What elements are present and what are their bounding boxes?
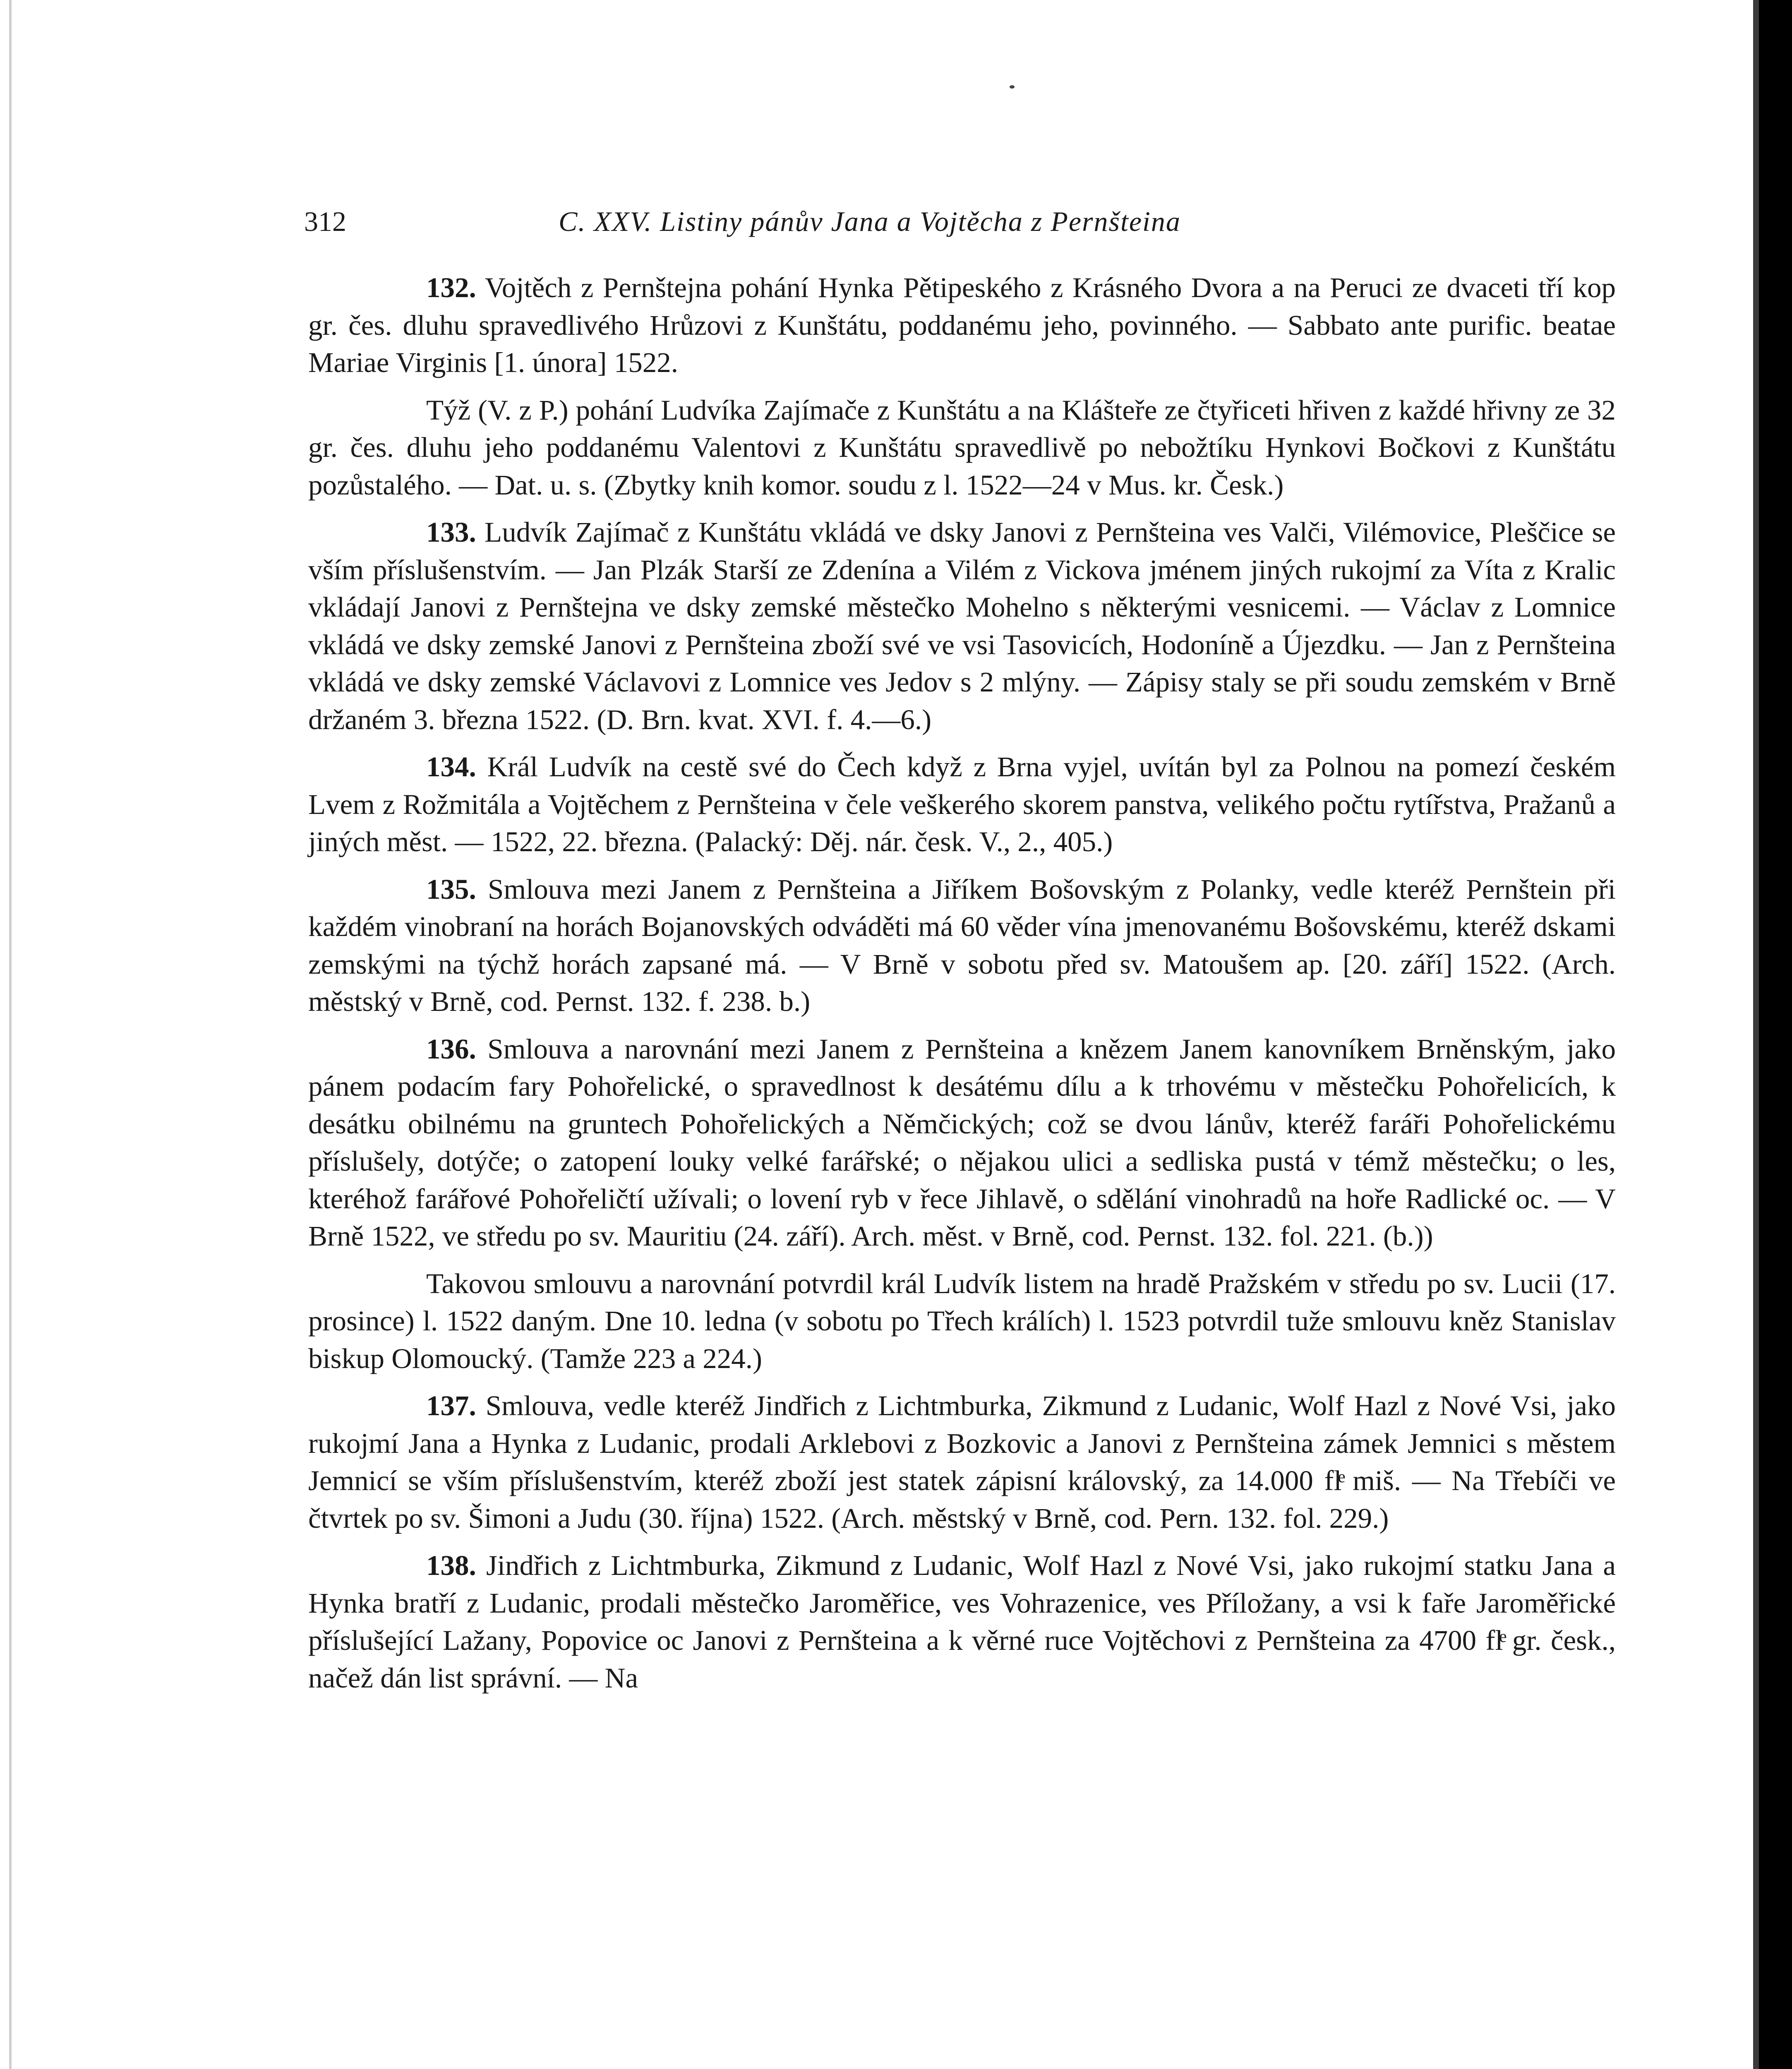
entry-number: 134. bbox=[426, 751, 476, 782]
page-body bbox=[308, 269, 1616, 1707]
entry-text: Ludvík Zajímač z Kunštátu vkládá ve dsky Janovi z Pernšteina ves Valči, Vilémovice, Pleščice se vším příslušenstvím. — Jan Plzák Starší ze Zdenína a Vilém z Vickova jménem jiných rukojmí za Víta z Kralic vkládají Janovi z Pernštejna ve dsky zemské městečko Mohelno s některými vesnicemi. — Václav z Lomnice vkládá ve dsky zemské Janovi z Pernšteina zboží své ve vsi Tasovicích, Hodoníně a Újezdku. — Jan z Pernšteina vkládá ve dsky zemské Václavovi z Lomnice ves Jedov s 2 mlýny. — Zápisy staly se při soudu zemském v Brně držaném 3. března 1522. (D. Brn. kvat. XVI. f. 4.—6.) bbox=[308, 516, 1616, 735]
entry-number: 133. bbox=[426, 516, 476, 548]
entry-text: Smlouva a narovnání mezi Janem z Pernšteina a knězem Janem kanovníkem Brněnským, jako pánem podacím fary Pohořelické, o spravedlnost k desátému dílu a k trhovému v městečku Pohořelicích, k desátku obilnému na gruntech Pohořelických a Němčických; což se dvou lánův, kteréž faráři Pohořelickému příslušely, dotýče; o zatopení louky velké farářské; o nějakou ulici a sedliska pustá v témž městečku; o les, kteréhož farářové Pohořeličtí užívali; o lovení ryb v řece Jihlavě, o sdělání vinohradů na hoře Radlické oc. — V Brně 1522, ve středu po sv. Mauritiu (24. září). Arch. měst. v Brně, cod. Pernst. 132. fol. 221. (b.)) bbox=[308, 1033, 1616, 1252]
scan-left-edge bbox=[9, 0, 12, 2069]
entry-132-continuation bbox=[308, 391, 1616, 504]
entry-136-continuation bbox=[308, 1265, 1616, 1378]
entry-text: Takovou smlouvu a narovnání potvrdil král Ludvík listem na hradě Pražském v středu po sv. Lucii (17. prosince) l. 1522 daným. Dne 10. ledna (v sobotu po Třech králích) l. 1523 potvrdil tuže smlouvu kněz Stanislav biskup Olomoucký. (Tamže 223 a 224.) bbox=[308, 1267, 1616, 1374]
entry-text: Jindřich z Lichtmburka, Zikmund z Ludanic, Wolf Hazl z Nové Vsi, jako rukojmí statku Jana a Hynka bratří z Ludanic, prodali městečko Jaroměřice, ves Vohrazenice, ves Příložany, a vsi k faře Jaroměřické příslušející Lažany, Popovice oc Janovi z Pernšteina a k věrné ruce Vojtěchovi z Pernšteina za 4700 flͤ gr. česk., načež dán list správní. — Na bbox=[308, 1550, 1616, 1694]
entry-number: 132. bbox=[426, 272, 476, 303]
entry-number: 138. bbox=[426, 1550, 476, 1581]
scan-right-shadow bbox=[1753, 0, 1759, 2069]
scan-speck bbox=[1010, 85, 1015, 89]
entry-number: 135. bbox=[426, 873, 476, 905]
entry-135 bbox=[308, 871, 1616, 1020]
entry-number: 136. bbox=[426, 1033, 476, 1065]
entry-text: Týž (V. z P.) pohání Ludvíka Zajímače z Kunštátu a na Klášteře ze čtyřiceti hřiven z každé hřivny ze 32 gr. čes. dluhu jeho poddanému Valentovi z Kunštátu spravedlivě po nebožtíku Hynkovi Bočkovi z Kunštátu pozůstalého. — Dat. u. s. (Zbytky knih komor. soudu z l. 1522—24 v Mus. kr. Česk.) bbox=[308, 394, 1616, 501]
entry-133 bbox=[308, 514, 1616, 738]
entry-136 bbox=[308, 1030, 1616, 1255]
page-header bbox=[304, 199, 1616, 244]
entry-134 bbox=[308, 748, 1616, 861]
scan-right-border bbox=[1759, 0, 1792, 2069]
entry-number: 137. bbox=[426, 1390, 476, 1421]
entry-132 bbox=[308, 269, 1616, 382]
entry-138 bbox=[308, 1547, 1616, 1697]
entry-137 bbox=[308, 1387, 1616, 1537]
entry-text: Král Ludvík na cestě své do Čech když z Brna vyjel, uvítán byl za Polnou na pomezí českém Lvem z Rožmitála a Vojtěchem z Pernšteina v čele veškerého skorem panstva, velikého počtu rytířstva, Pražanů a jiných měst. — 1522, 22. března. (Palacký: Děj. nár. česk. V., 2., 405.) bbox=[308, 751, 1616, 857]
running-title: C. XXV. Listiny pánův Jana a Vojtěcha z Pernšteina bbox=[559, 206, 1181, 237]
page-number: 312 bbox=[304, 206, 346, 237]
entry-text: Smlouva, vedle kteréž Jindřich z Lichtmburka, Zikmund z Ludanic, Wolf Hazl z Nové Vsi, jako rukojmí Jana a Hynka z Ludanic, prodali Arklebovi z Bozkovic a Janovi z Pernšteina zámek Jemnici s městem Jemnicí se vším příslušenstvím, kteréž zboží jest statek zápisní královský, za 14.000 flͤ miš. — Na Třebíči ve čtvrtek po sv. Šimoni a Judu (30. října) 1522. (Arch. městský v Brně, cod. Pern. 132. fol. 229.) bbox=[308, 1390, 1616, 1534]
entry-text: Vojtěch z Pernštejna pohání Hynka Pětipeského z Krásného Dvora a na Peruci ze dvaceti tří kop gr. čes. dluhu spravedlivého Hrůzovi z Kunštátu, poddanému jeho, povinného. — Sabbato ante purific. beatae Mariae Virginis [1. února] 1522. bbox=[308, 272, 1616, 378]
entry-text: Smlouva mezi Janem z Pernšteina a Jiříkem Bošovským z Polanky, vedle kteréž Pernštein při každém vinobraní na horách Bojanovských odváděti má 60 věder vína jmenovanému Bošovskému, kteréž dskami zemskými na týchž horách zapsané má. — V Brně v sobotu před sv. Matoušem ap. [20. září] 1522. (Arch. městský v Brně, cod. Pernst. 132. f. 238. b.) bbox=[308, 873, 1616, 1017]
